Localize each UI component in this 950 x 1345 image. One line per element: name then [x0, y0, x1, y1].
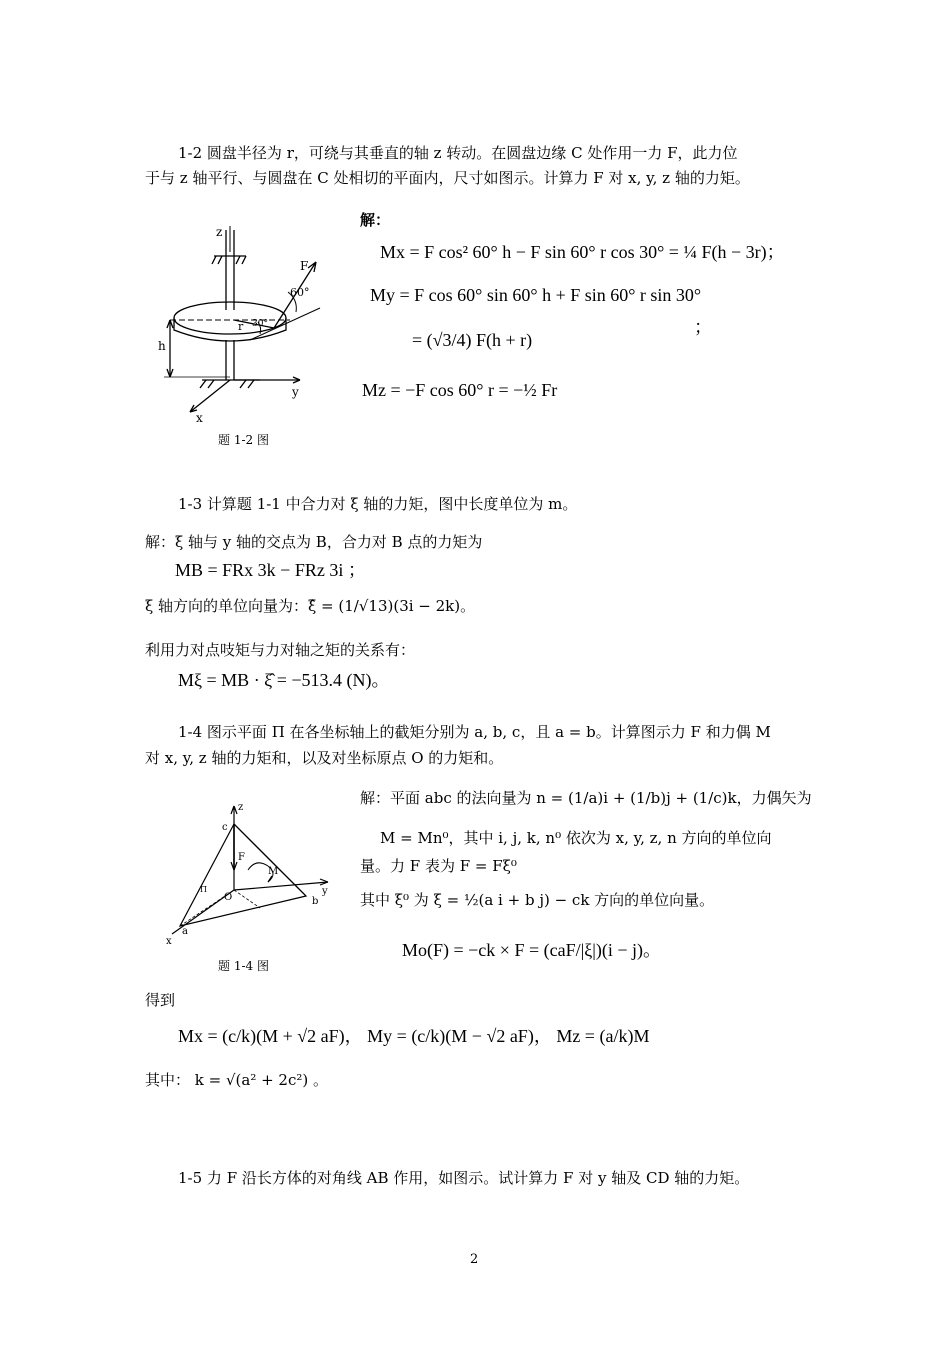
- problem-1-2-line-1: 1-2 圆盘半径为 r，可绕与其垂直的轴 z 转动。在圆盘边缘 C 处作用一力 F，此力位: [178, 144, 738, 162]
- problem-1-4-line-2: 对 x, y, z 轴的力矩和，以及对坐标原点 O 的力矩和。: [145, 749, 504, 767]
- problem-1-3-solution-1: 解：ξ 轴与 y 轴的交点为 B，合力对 B 点的力矩为: [145, 533, 483, 551]
- figure-label-x: x: [196, 411, 203, 425]
- figure-label-y: y: [292, 385, 299, 399]
- equation-my-1-2-line-1: My = F cos 60° sin 60° h + F sin 60° r sin 30°: [370, 285, 702, 305]
- problem-1-3-equation-1: MB = FRx 3k − FRz 3i ；: [175, 560, 366, 580]
- figure-1-4-label-m: M: [268, 866, 279, 877]
- figure-1-4-label-a: a: [182, 926, 188, 937]
- figure-1-4-label-b: b: [312, 896, 319, 907]
- problem-1-5-line-1: 1-5 力 F 沿长方体的对角线 AB 作用，如图示。试计算力 F 对 y 轴及 CD 轴的力矩。: [178, 1169, 750, 1187]
- figure-1-4-label-c: c: [222, 822, 228, 833]
- figure-1-2-disk-diagram: [150, 222, 340, 427]
- figure-label-z: z: [216, 225, 223, 239]
- figure-1-4-label-pi: Π: [200, 885, 207, 894]
- figure-1-4-label-f: F: [238, 852, 245, 863]
- problem-1-3-equation-2: Mξ = MB · ξ̂ = −513.4 (N)。: [178, 670, 390, 690]
- problem-1-4-solution-1: 解：平面 abc 的法向量为 n = (1/a)i + (1/b)j + (1/c)k，力偶矢为: [360, 789, 812, 807]
- problem-1-4-solution-4: 其中 ξ⁰ 为 ξ = ½(a i + b j) − ck 方向的单位向量。: [360, 891, 715, 909]
- problem-1-4-solution-3: 量。力 F 表为 F = Fξ⁰: [360, 857, 517, 875]
- figure-1-4-label-o: O: [224, 892, 233, 903]
- figure-label-r: r: [238, 320, 244, 333]
- equation-mz-1-2: Mz = −F cos 60° r = −½ Fr: [362, 380, 558, 400]
- figure-1-4-caption: 题 1-4 图: [218, 959, 269, 973]
- figure-1-4-plane-diagram: [160, 800, 340, 950]
- problem-1-4-where: 其中： k = √(a² + 2c²) 。: [145, 1071, 329, 1089]
- problem-1-3-solution-3: 利用力对点吱矩与力对轴之矩的关系有：: [145, 641, 416, 659]
- problem-1-4-result-label: 得到: [145, 991, 176, 1009]
- problem-1-4-solution-2: M = Mn⁰，其中 i, j, k, n⁰ 依次为 x, y, z, n 方向的单位向: [380, 829, 772, 847]
- figure-label-f: F: [300, 259, 309, 273]
- problem-1-3-line-1: 1-3 计算题 1-1 中合力对 ξ 轴的力矩，图中长度单位为 m。: [178, 495, 578, 513]
- page-number: 2: [470, 1252, 479, 1267]
- figure-1-2-caption: 题 1-2 图: [218, 433, 269, 447]
- problem-1-4-line-1: 1-4 图示平面 Π 在各坐标轴上的截矩分别为 a, b, c，且 a = b。计算图示力 F 和力偶 M: [178, 723, 771, 741]
- figure-1-4-label-y: y: [322, 886, 328, 897]
- problem-1-2-line-2: 于与 z 轴平行、与圆盘在 C 处相切的平面内，尺寸如图示。计算力 F 对 x, y, z 轴的力矩。: [145, 169, 750, 187]
- equation-mx-1-2: Mx = F cos² 60° h − F sin 60° r cos 30° = ¼ F(h − 3r)；: [380, 242, 785, 262]
- equation-my-semicolon: ；: [694, 317, 712, 337]
- equation-my-1-2-line-2: = (√3/4) F(h + r): [412, 330, 533, 350]
- problem-1-4-result-equations: Mx = (c/k)(M + √2 aF)， My = (c/k)(M − √2 aF)， Mz = (a/k)M: [178, 1026, 650, 1046]
- solution-label-1-2: 解：: [360, 211, 391, 229]
- figure-label-angle-30: 30°: [252, 319, 268, 329]
- problem-1-3-solution-2: ξ 轴方向的单位向量为：ξ̂ = (1/√13)(3i − 2k)。: [145, 597, 476, 615]
- figure-label-h: h: [158, 339, 166, 353]
- figure-1-4-label-z: z: [238, 802, 244, 813]
- figure-label-angle-60: 60°: [290, 286, 310, 299]
- problem-1-4-equation-mo: Mo(F) = −ck × F = (caF/|ξ|)(i − j)。: [402, 940, 661, 960]
- figure-1-4-label-x: x: [166, 936, 172, 947]
